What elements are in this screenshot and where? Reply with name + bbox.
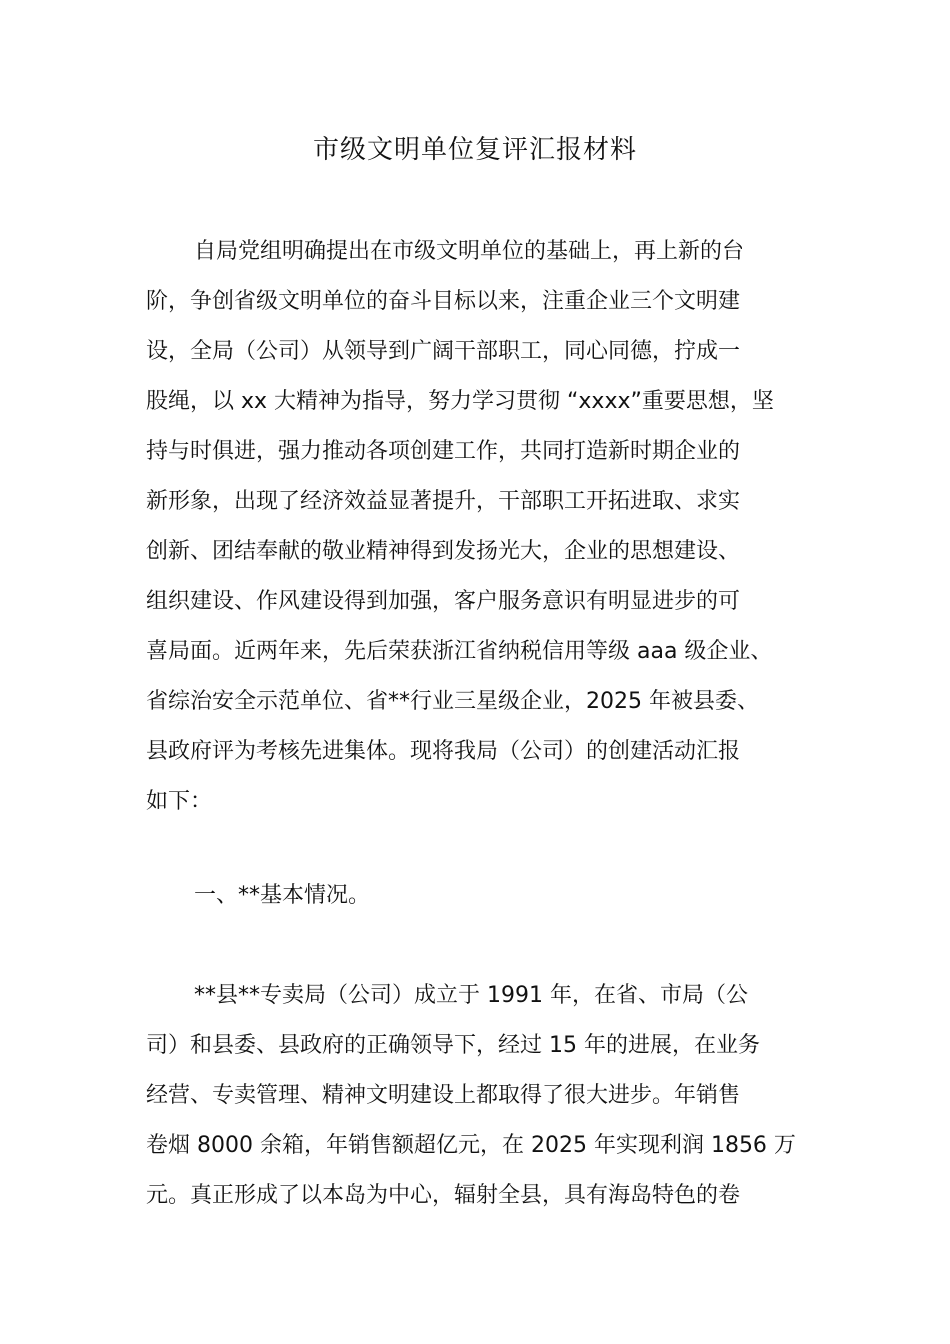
paragraph-line: 如下： bbox=[146, 789, 213, 814]
paragraph-line: 经营、专卖管理、精神文明建设上都取得了很大进步。年销售 bbox=[146, 1083, 741, 1108]
document-title: 市级文明单位复评汇报材料 bbox=[312, 135, 637, 165]
paragraph-line: 县政府评为考核先进集体。现将我局（公司）的创建活动汇报 bbox=[146, 739, 741, 764]
paragraph-line: 喜局面。近两年来，先后荣获浙江省纳税信用等级 aaa 级企业、 bbox=[146, 639, 773, 664]
section-heading bbox=[146, 871, 810, 921]
paragraph-intro bbox=[146, 227, 810, 827]
paragraph-line: 省综治安全示范单位、省**行业三星级企业，2025 年被县委、 bbox=[146, 689, 759, 714]
section-heading-text: 一、**基本情况。 bbox=[194, 883, 371, 908]
paragraph-line: 阶，争创省级文明单位的奋斗目标以来，注重企业三个文明建 bbox=[146, 289, 741, 314]
paragraph-line: 卷烟 8000 余箱，年销售额超亿元，在 2025 年实现利润 1856 万 bbox=[146, 1133, 796, 1158]
paragraph-line: 自局党组明确提出在市级文明单位的基础上，再上新的台 bbox=[194, 239, 745, 264]
paragraph-line: 持与时俱进，强力推动各项创建工作，共同打造新时期企业的 bbox=[146, 439, 741, 464]
paragraph-line: 司）和县委、县政府的正确领导下，经过 15 年的进展，在业务 bbox=[146, 1033, 760, 1058]
paragraph-line: **县**专卖局（公司）成立于 1991 年，在省、市局（公 bbox=[194, 983, 748, 1008]
paragraph-line: 组织建设、作风建设得到加强，客户服务意识有明显进步的可 bbox=[146, 589, 741, 614]
paragraph-line: 设，全局（公司）从领导到广阔干部职工，同心同德，拧成一 bbox=[146, 339, 741, 364]
paragraph-line: 股绳，以 xx 大精神为指导，努力学习贯彻 “xxxx”重要思想，坚 bbox=[146, 389, 774, 414]
paragraph-line: 新形象，出现了经济效益显著提升，干部职工开拓进取、求实 bbox=[146, 489, 741, 514]
paragraph-basic-info bbox=[146, 971, 810, 1221]
paragraph-line: 创新、团结奉献的敬业精神得到发扬光大，企业的思想建设、 bbox=[146, 539, 741, 564]
paragraph-line: 元。真正形成了以本岛为中心，辐射全县，具有海岛特色的卷 bbox=[146, 1183, 741, 1208]
